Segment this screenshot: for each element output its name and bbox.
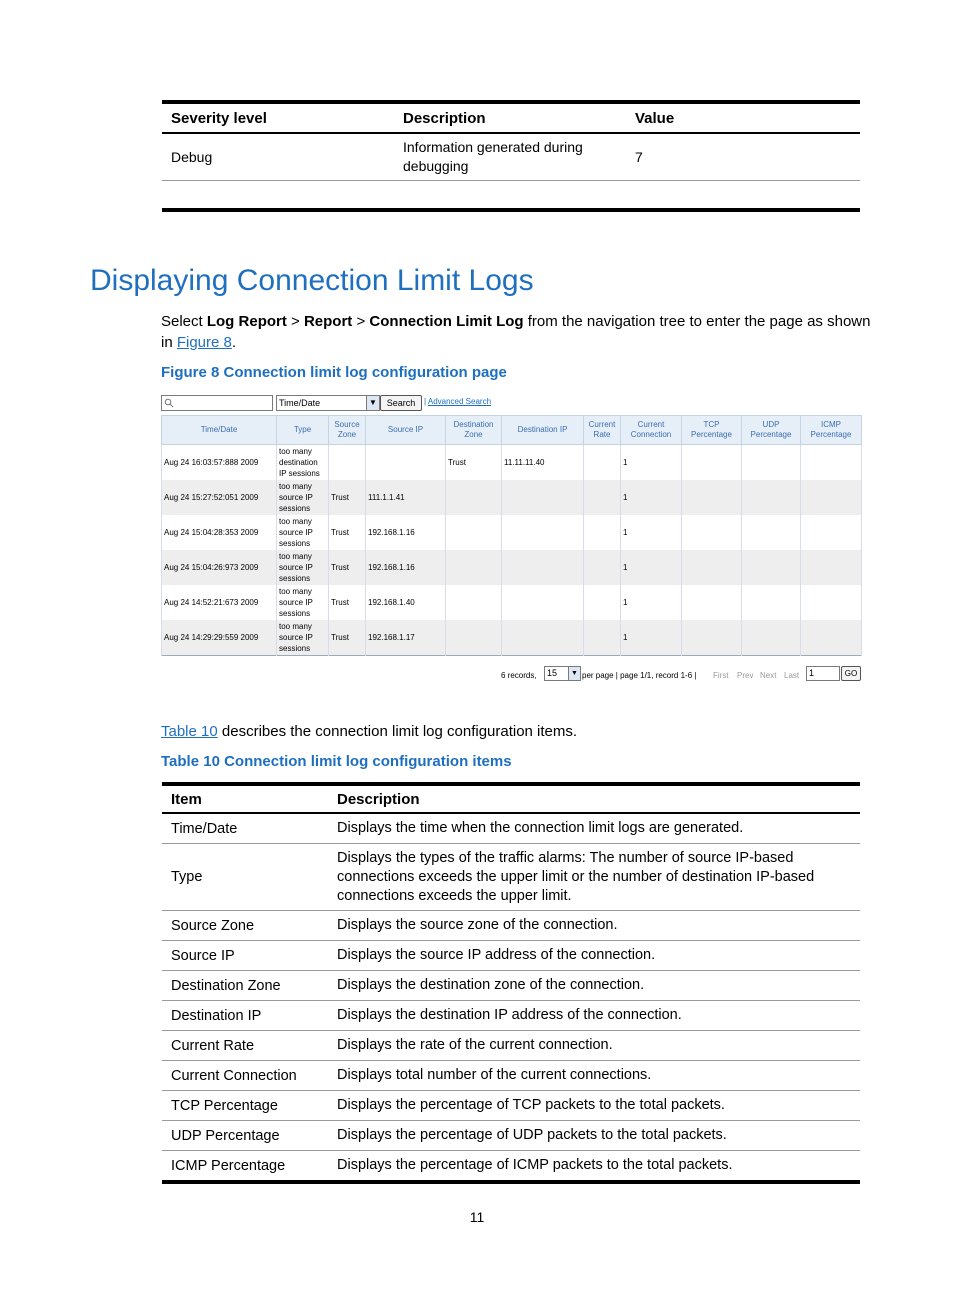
cell-type: too many source IP sessions xyxy=(277,620,329,656)
cell-item: Time/Date xyxy=(171,820,238,837)
cell-desc: Displays the rate of the current connection. xyxy=(337,1037,613,1053)
cell-src-ip xyxy=(366,445,446,481)
cell-time: Aug 24 14:52:21:673 2009 xyxy=(162,585,277,620)
header-value: Value xyxy=(635,109,675,127)
intro-sep: > xyxy=(352,313,370,330)
prev-page-link[interactable]: Prev xyxy=(737,671,754,680)
intro-paragraph xyxy=(161,311,871,353)
table-row xyxy=(162,550,862,585)
cell-dst-zone xyxy=(446,585,502,620)
config-items-table xyxy=(162,782,860,1184)
search-input[interactable] xyxy=(161,395,273,411)
page-number-input[interactable]: 1 xyxy=(806,666,840,681)
cell-description: Information generated during debugging xyxy=(403,139,583,174)
col-source-ip[interactable]: Source IP xyxy=(366,416,446,445)
cell-type: too many source IP sessions xyxy=(277,550,329,585)
cell-item: Current Rate xyxy=(171,1037,255,1054)
col-destination-zone[interactable]: Destination Zone xyxy=(446,416,502,445)
cell-desc: Displays the percentage of ICMP packets to the total packets. xyxy=(337,1157,733,1173)
cell-conn: 1 xyxy=(621,480,682,515)
cell-type: too many source IP sessions xyxy=(277,515,329,550)
cell-conn: 1 xyxy=(621,550,682,585)
cell-dst-zone xyxy=(446,480,502,515)
cell-time: Aug 24 16:03:57:888 2009 xyxy=(162,445,277,481)
cell-dst-ip: 11.11.11.40 xyxy=(502,445,584,481)
table-row xyxy=(162,1031,860,1061)
cell-level: Debug xyxy=(171,149,213,165)
cell-desc: Displays the types of the traffic alarms: The number of source IP-based connections exceeds the upper limit or the number of destination IP-based connections exceeds the upper limit. xyxy=(337,849,815,904)
table-row xyxy=(162,480,862,515)
table-caption: Table 10 Connection limit log configuration items xyxy=(161,753,512,770)
log-table-header xyxy=(162,416,862,445)
cell-tcp xyxy=(682,585,742,620)
record-count: 6 records, xyxy=(501,671,537,680)
cell-rate xyxy=(584,480,621,515)
cell-src-zone xyxy=(329,445,366,481)
advanced-search-link[interactable]: | Advanced Search xyxy=(424,397,492,406)
cell-src-zone: Trust xyxy=(329,515,366,550)
cell-src-ip: 111.1.1.41 xyxy=(366,480,446,515)
cell-desc: Displays the percentage of UDP packets to the total packets. xyxy=(337,1127,727,1143)
table-row xyxy=(162,445,862,481)
figure-8-link[interactable]: Figure 8 xyxy=(176,334,232,351)
last-page-link[interactable]: Last xyxy=(784,671,800,680)
cell-conn: 1 xyxy=(621,515,682,550)
header-description: Description xyxy=(337,790,420,808)
pagination-bar xyxy=(501,666,861,682)
cell-type: too many source IP sessions xyxy=(277,480,329,515)
table-10-link[interactable]: Table 10 xyxy=(161,723,218,740)
search-button[interactable]: Search xyxy=(380,395,422,411)
cell-item: TCP Percentage xyxy=(171,1097,278,1114)
cell-desc: Displays the source IP address of the connection. xyxy=(337,947,656,963)
cell-item: Source IP xyxy=(171,947,235,964)
cell-time: Aug 24 15:04:26:973 2009 xyxy=(162,550,277,585)
col-current-rate[interactable]: Current Rate xyxy=(584,416,621,445)
table-row xyxy=(162,1091,860,1121)
severity-table xyxy=(162,100,860,181)
cell-icmp xyxy=(801,550,862,585)
col-type[interactable]: Type xyxy=(277,416,329,445)
table-row xyxy=(162,941,860,971)
cell-dst-ip xyxy=(502,550,584,585)
per-page-value: 15 xyxy=(547,668,558,678)
cell-src-ip: 192.168.1.16 xyxy=(366,550,446,585)
intro-path-report: Report xyxy=(303,313,353,330)
cell-dst-zone xyxy=(446,550,502,585)
cell-src-zone: Trust xyxy=(329,550,366,585)
cell-tcp xyxy=(682,445,742,481)
cell-src-ip: 192.168.1.16 xyxy=(366,515,446,550)
intro-rest: from the navigation tree to enter the page as shown in xyxy=(161,313,871,351)
cell-time: Aug 24 14:29:29:559 2009 xyxy=(162,620,277,656)
cell-tcp xyxy=(682,550,742,585)
col-tcp-percentage[interactable]: TCP Percentage xyxy=(682,416,742,445)
table-header xyxy=(162,786,860,814)
cell-rate xyxy=(584,620,621,656)
col-time-date[interactable]: Time/Date xyxy=(162,416,277,445)
table-row xyxy=(162,515,862,550)
advanced-search-text[interactable]: Advanced Search xyxy=(427,397,492,406)
chevron-down-icon: ▼ xyxy=(366,396,379,410)
cell-icmp xyxy=(801,585,862,620)
cell-desc: Displays the destination IP address of the connection. xyxy=(337,1007,682,1023)
cell-rate xyxy=(584,515,621,550)
cell-item: Source Zone xyxy=(171,917,255,934)
next-page-link[interactable]: Next xyxy=(760,671,777,680)
search-icon xyxy=(164,398,174,408)
intro-select: Select xyxy=(161,313,207,330)
cell-icmp xyxy=(801,515,862,550)
table-intro-text: describes the connection limit log configuration items. xyxy=(217,723,578,740)
cell-dst-ip xyxy=(502,515,584,550)
page-number: 11 xyxy=(469,1209,485,1225)
cell-rate xyxy=(584,445,621,481)
table-row xyxy=(162,814,860,844)
cell-conn: 1 xyxy=(621,620,682,656)
search-field-value: Time/Date xyxy=(279,398,321,408)
intro-path-connection-limit-log: Connection Limit Log xyxy=(369,313,524,330)
cell-type: too many source IP sessions xyxy=(277,585,329,620)
cell-dst-zone xyxy=(446,515,502,550)
cell-icmp xyxy=(801,480,862,515)
header-description: Description xyxy=(403,109,486,127)
cell-dst-ip xyxy=(502,480,584,515)
table-row xyxy=(162,134,860,181)
header-severity-level: Severity level xyxy=(171,109,267,127)
col-current-connection[interactable]: Current Connection xyxy=(621,416,682,445)
cell-udp xyxy=(742,515,801,550)
table-row xyxy=(162,971,860,1001)
table-row xyxy=(162,585,862,620)
cell-desc: Displays the source zone of the connection. xyxy=(337,917,618,933)
cell-desc: Displays the percentage of TCP packets to the total packets. xyxy=(337,1097,725,1113)
chevron-down-icon: ▼ xyxy=(568,667,580,680)
cell-tcp xyxy=(682,515,742,550)
cell-item: Current Connection xyxy=(171,1067,297,1084)
cell-src-ip: 192.168.1.40 xyxy=(366,585,446,620)
table-intro xyxy=(161,721,871,742)
cell-desc: Displays the time when the connection limit logs are generated. xyxy=(337,820,744,836)
cell-item: Type xyxy=(171,869,203,885)
intro-path-log-report: Log Report xyxy=(206,313,287,330)
table-header xyxy=(162,104,860,134)
table-row xyxy=(162,620,862,656)
table-row xyxy=(162,1121,860,1151)
col-icmp-percentage[interactable]: ICMP Percentage xyxy=(801,416,862,445)
cell-tcp xyxy=(682,620,742,656)
table-row xyxy=(162,911,860,941)
cell-time: Aug 24 15:27:52:051 2009 xyxy=(162,480,277,515)
cell-rate xyxy=(584,585,621,620)
table-bottom-rule xyxy=(162,208,860,212)
cell-src-zone: Trust xyxy=(329,480,366,515)
figure-caption: Figure 8 Connection limit log configuration page xyxy=(161,364,507,381)
log-table xyxy=(161,415,862,656)
page-info: per page | page 1/1, record 1-6 | xyxy=(582,671,697,680)
cell-item: ICMP Percentage xyxy=(171,1157,286,1174)
cell-udp xyxy=(742,445,801,481)
cell-rate xyxy=(584,550,621,585)
cell-src-zone: Trust xyxy=(329,620,366,656)
col-udp-percentage[interactable]: UDP Percentage xyxy=(742,416,801,445)
table-row xyxy=(162,1151,860,1184)
per-page-select[interactable] xyxy=(544,666,581,681)
cell-type: too many destination IP sessions xyxy=(277,445,329,481)
cell-icmp xyxy=(801,445,862,481)
cell-desc: Displays the destination zone of the connection. xyxy=(337,977,645,993)
cell-time: Aug 24 15:04:28:353 2009 xyxy=(162,515,277,550)
table-row xyxy=(162,1061,860,1091)
col-destination-ip[interactable]: Destination IP xyxy=(502,416,584,445)
cell-dst-ip xyxy=(502,620,584,656)
col-source-zone[interactable]: Source Zone xyxy=(329,416,366,445)
cell-udp xyxy=(742,620,801,656)
header-item: Item xyxy=(171,790,202,808)
table-row xyxy=(162,844,860,911)
cell-value: 7 xyxy=(635,149,643,165)
cell-conn: 1 xyxy=(621,445,682,481)
cell-dst-zone xyxy=(446,620,502,656)
cell-item: Destination Zone xyxy=(171,977,281,994)
intro-end: . xyxy=(231,334,237,351)
go-button[interactable]: GO xyxy=(841,666,861,681)
cell-udp xyxy=(742,585,801,620)
cell-icmp xyxy=(801,620,862,656)
intro-sep: > xyxy=(286,313,304,330)
cell-udp xyxy=(742,550,801,585)
section-title: Displaying Connection Limit Logs xyxy=(90,264,534,297)
cell-tcp xyxy=(682,480,742,515)
cell-item: UDP Percentage xyxy=(171,1127,280,1144)
cell-dst-ip xyxy=(502,585,584,620)
cell-src-ip: 192.168.1.17 xyxy=(366,620,446,656)
cell-item: Destination IP xyxy=(171,1007,262,1024)
cell-dst-zone: Trust xyxy=(446,445,502,481)
first-page-link[interactable]: First xyxy=(713,671,729,680)
search-field-select[interactable] xyxy=(276,395,380,411)
cell-src-zone: Trust xyxy=(329,585,366,620)
search-bar xyxy=(161,394,861,411)
cell-conn: 1 xyxy=(621,585,682,620)
cell-desc: Displays total number of the current connections. xyxy=(337,1067,652,1083)
cell-udp xyxy=(742,480,801,515)
table-row xyxy=(162,1001,860,1031)
